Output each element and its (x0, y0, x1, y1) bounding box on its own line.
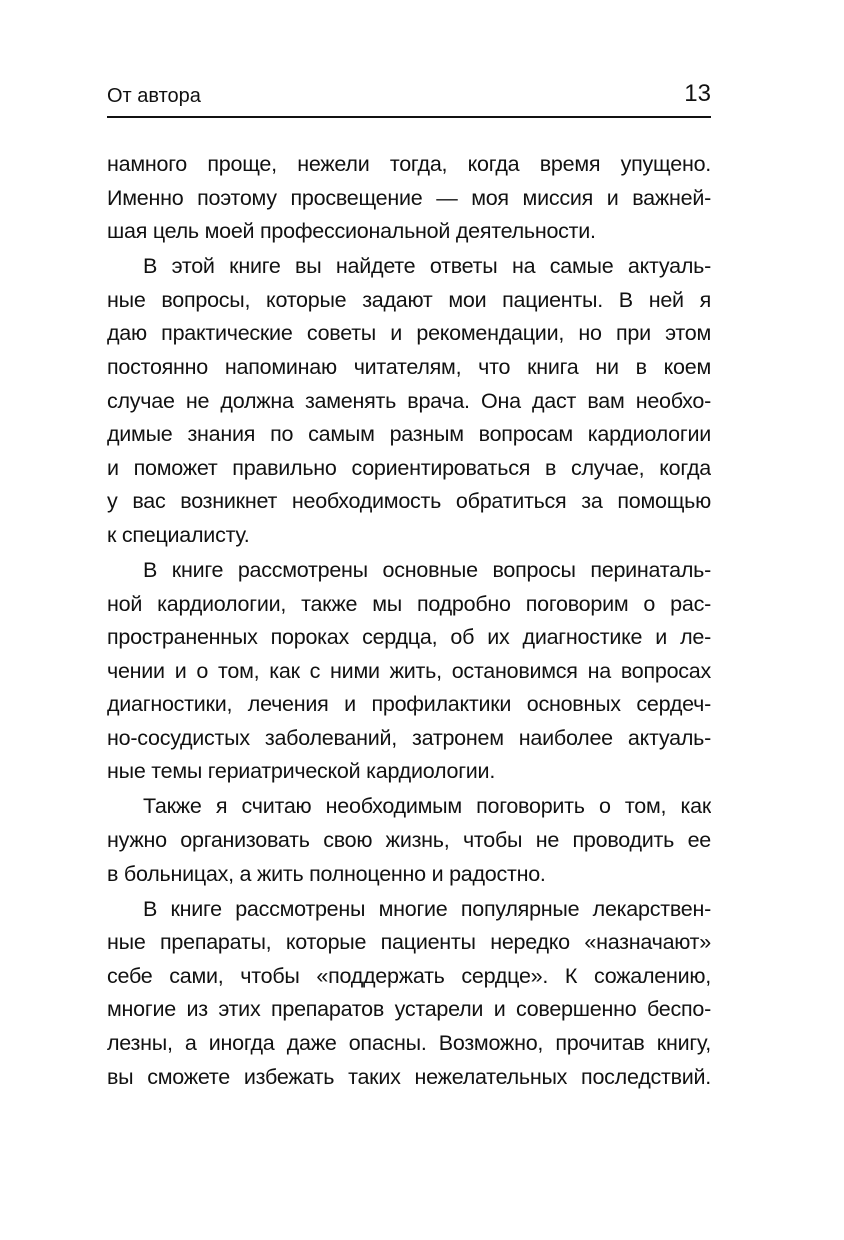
text-line: В книге рассмотрены многие популярные лекарствен- (143, 896, 711, 921)
text-line: димые знания по самым разным вопросам кардиологии (107, 422, 711, 447)
text-line: себе сами, чтобы «поддержать сердце». К сожалению, (107, 963, 711, 988)
text-line: В этой книге вы найдете ответы на самые актуаль- (143, 254, 711, 279)
text-line: и поможет правильно сориентироваться в случае, когда (107, 455, 711, 480)
text-line: Именно поэтому просвещение — моя миссия и важней- (107, 185, 711, 210)
text-line: Также я считаю необходимым поговорить о том, как (143, 794, 711, 819)
text-line: чении и о том, как с ними жить, остановимся на вопросах (107, 658, 711, 683)
text-line: ные препараты, которые пациенты нередко «назначают» (107, 930, 711, 955)
text-line: намного проще, нежели тогда, когда время упущено. (107, 152, 711, 176)
text-line: ные вопросы, которые задают мои пациенты. В ней я (107, 287, 711, 312)
paragraph-3 (107, 554, 711, 789)
text-line: к специалисту. (107, 522, 250, 547)
paragraph-4 (107, 790, 711, 891)
text-line: ные темы гериатрической кардиологии. (107, 759, 496, 784)
section-title: От автора (107, 85, 201, 107)
text-line: у вас возникнет необходимость обратиться за помощью (107, 489, 711, 514)
text-line: шая цель моей профессиональной деятельности. (107, 219, 596, 244)
text-line: даю практические советы и рекомендации, но при этом (107, 321, 711, 346)
paragraph-5 (107, 893, 711, 1095)
text-line: случае не должна заменять врача. Она даст вам необхо- (107, 388, 711, 413)
text-line: вы сможете избежать таких нежелательных последствий. (107, 1064, 711, 1089)
text-line: в больницах, а жить полноценно и радостно. (107, 861, 546, 886)
text-line: диагностики, лечения и профилактики основных сердеч- (107, 692, 711, 717)
text-line: лезны, а иногда даже опасны. Возможно, прочитав книгу, (107, 1031, 711, 1055)
running-head (107, 78, 711, 118)
text-line: постоянно напоминаю читателям, что книга ни в коем (107, 354, 711, 379)
text-line: пространенных пороках сердца, об их диагностике и ле- (107, 625, 711, 650)
text-line: но-сосудистых заболеваний, затронем наиболее актуаль- (107, 725, 711, 750)
page-number: 13 (684, 80, 711, 107)
text-line: нужно организовать свою жизнь, чтобы не проводить ее (107, 828, 711, 853)
paragraph-1 (107, 148, 711, 249)
paragraph-2 (107, 250, 711, 552)
text-line: многие из этих препаратов устарели и совершенно беспо- (107, 997, 711, 1022)
text-line: ной кардиологии, также мы подробно поговорим о рас- (107, 591, 711, 616)
body-text (107, 148, 711, 1094)
text-line: В книге рассмотрены основные вопросы перинаталь- (143, 557, 711, 582)
